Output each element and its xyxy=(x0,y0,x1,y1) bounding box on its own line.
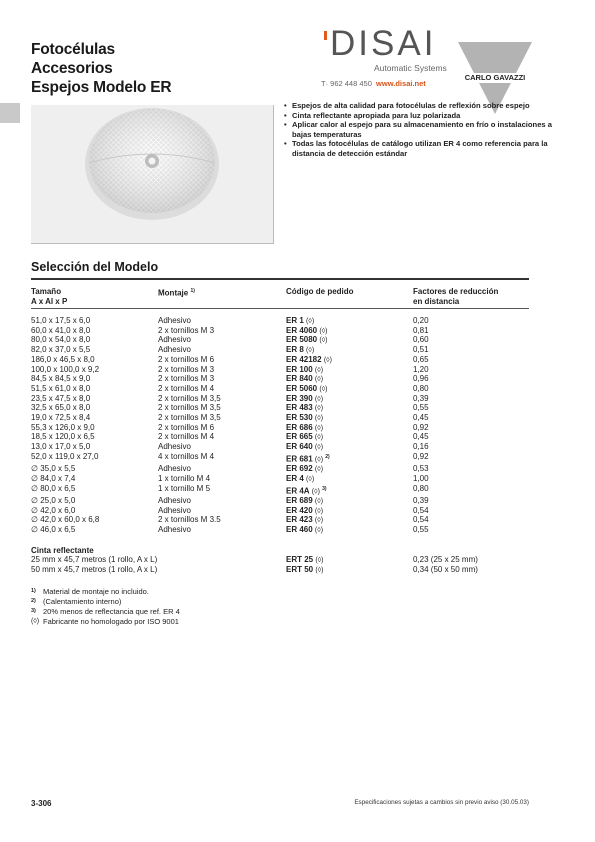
reduction-factor: 0,16 xyxy=(413,442,429,452)
title-line: Accesorios xyxy=(31,60,113,77)
table-row xyxy=(31,375,429,385)
footnote-ref: 3) xyxy=(322,485,327,492)
mount-value: 2 x tornillos M 6 xyxy=(158,354,215,364)
mount-value: Adhesivo xyxy=(158,335,191,345)
footnote-key: 2) xyxy=(31,598,36,604)
size-value: 80,0 x 54,0 x 8,0 xyxy=(31,335,91,345)
size-value: ∅ 42,0 x 60,0 x 6,8 xyxy=(31,515,100,525)
iso-mark: (◊) xyxy=(314,366,324,374)
iso-mark: (◊) xyxy=(314,434,324,442)
iso-mark: (◊) xyxy=(315,557,324,564)
feature-item: • Espejos de alta calidad para fotocélulas de reflexión sobre espejo xyxy=(284,101,554,111)
page-number: 3-306 xyxy=(31,799,52,808)
order-code: ER 4 xyxy=(286,473,304,483)
reduction-factor: 0,92 xyxy=(413,451,429,461)
order-code-cell xyxy=(286,475,413,485)
size-value: ∅ 25,0 x 5,0 xyxy=(31,495,76,505)
order-code: ER 689 xyxy=(286,495,313,505)
iso-mark: (◊) xyxy=(314,395,324,403)
iso-mark: (◊) xyxy=(306,475,315,483)
iso-mark: (◊) xyxy=(311,488,320,496)
title-line: Fotocélulas xyxy=(31,41,115,58)
size-value: 100,0 x 100,0 x 9,2 xyxy=(31,364,100,374)
size-value: 13,0 x 17,0 x 5,0 xyxy=(31,442,91,452)
reduction-factor: 0,39 xyxy=(413,495,429,505)
tape-size-cell xyxy=(31,566,286,576)
iso-mark: (◊) xyxy=(314,497,324,505)
footnote-text: (Calentamiento interno) xyxy=(43,597,122,606)
order-code: ER 390 xyxy=(286,393,313,403)
size-value: ∅ 46,0 x 6,5 xyxy=(31,525,76,535)
product-photo xyxy=(31,105,274,244)
feature-item: • Todas las fotocélulas de catálogo utilizan ER 4 como referencia para la distancia de detección estándar xyxy=(284,139,554,158)
column-header-text: Montaje xyxy=(158,288,189,298)
order-code: ER 483 xyxy=(286,403,313,413)
order-code: ERT 25 xyxy=(286,555,314,564)
iso-mark: (◊) xyxy=(314,415,324,423)
size-value: 186,0 x 46,5 x 8,0 xyxy=(31,354,95,364)
mount-value: 2 x tornillos M 6 xyxy=(158,422,215,432)
iso-mark: (◊) xyxy=(319,337,328,345)
reduction-factor: 1,20 xyxy=(413,364,429,374)
size-value: 52,0 x 119,0 x 27,0 xyxy=(31,451,99,461)
order-code: ER 681 xyxy=(286,454,313,464)
column-header-text: Factores de reducción xyxy=(413,287,499,296)
column-header-order-code: Código de pedido xyxy=(286,287,354,296)
size-value: 18,5 x 120,0 x 6,5 xyxy=(31,432,95,442)
tape-size: 25 mm x 45,7 metros (1 rollo, A x L) xyxy=(31,555,158,564)
iso-mark: (◊) xyxy=(314,517,324,525)
column-header-reduction-factor xyxy=(413,287,498,306)
tape-subheading: Cinta reflectante xyxy=(31,546,94,555)
column-header-text: Tamaño xyxy=(31,287,62,296)
mount-value: Adhesivo xyxy=(158,345,191,355)
footnote-ref: 2) xyxy=(325,453,330,460)
feature-item: • Cinta reflectante apropiada para luz polarizada xyxy=(284,111,554,121)
table-row xyxy=(31,566,478,576)
order-code: ER 42182 xyxy=(286,354,322,364)
reduction-factor: 0,23 (25 x 25 mm) xyxy=(413,555,478,564)
footnote xyxy=(31,587,180,597)
mount-value: 2 x tornillos M 3 xyxy=(158,364,215,374)
footnote-text: Fabricante no homologado por ISO 9001 xyxy=(43,617,179,626)
feature-item: • Aplicar calor al espejo para su almacenamiento en frío o instalaciones a bajas temperaturas xyxy=(284,120,554,139)
reduction-factor: 0,39 xyxy=(413,393,429,403)
order-code: ER 686 xyxy=(286,422,313,432)
mount-value: Adhesivo xyxy=(158,316,191,325)
page-title xyxy=(31,40,171,97)
size-value: 32,5 x 65,0 x 8,0 xyxy=(31,403,91,413)
size-value: 51,5 x 61,0 x 8,0 xyxy=(31,383,91,393)
reduction-factor: 0,20 xyxy=(413,316,429,325)
mount-value: 2 x tornillos M 3 xyxy=(158,374,215,384)
footnote-text: Material de montaje no incluido. xyxy=(43,587,149,596)
table-row xyxy=(31,433,429,443)
size-value: 23,5 x 47,5 x 8,0 xyxy=(31,393,91,403)
order-code: ER 5080 xyxy=(286,335,318,345)
table-row xyxy=(31,526,429,536)
reduction-factor: 0,92 xyxy=(413,422,429,432)
table-row xyxy=(31,404,429,414)
reduction-factor: 0,65 xyxy=(413,354,429,364)
round-reflector-image xyxy=(31,105,273,243)
disai-contact xyxy=(321,79,426,88)
footnote-key: 1) xyxy=(31,588,36,594)
reduction-factor: 0,53 xyxy=(413,464,429,474)
order-code: ER 8 xyxy=(286,345,304,355)
footnote-key: (◊) xyxy=(31,618,40,625)
disai-tagline: Automatic Systems xyxy=(374,63,447,73)
iso-mark: (◊) xyxy=(314,424,324,432)
reduction-factor-cell xyxy=(413,526,429,536)
order-code: ER 5060 xyxy=(286,383,318,393)
disai-web-link[interactable]: www.disai.net xyxy=(376,79,426,88)
footnote-key: 3) xyxy=(31,608,36,614)
reduction-factor-cell xyxy=(413,566,478,576)
footnote xyxy=(31,617,180,627)
disai-logo-accent xyxy=(324,31,327,40)
order-code: ER 4A xyxy=(286,486,310,496)
order-code: ER 530 xyxy=(286,413,313,423)
order-code: ER 840 xyxy=(286,374,313,384)
size-value: 51,0 x 17,5 x 6,0 xyxy=(31,316,91,325)
iso-mark: (◊) xyxy=(315,566,324,574)
iso-mark: (◊) xyxy=(323,356,332,364)
mount-value: Adhesivo xyxy=(158,442,191,452)
order-code: ER 692 xyxy=(286,464,313,474)
order-code: ER 1 xyxy=(286,316,304,325)
reduction-factor: 0,54 xyxy=(413,515,429,525)
iso-mark: (◊) xyxy=(314,466,324,474)
size-value: 84,5 x 84,5 x 9,0 xyxy=(31,374,91,384)
order-code: ER 460 xyxy=(286,525,313,535)
mount-value: 1 x tornillo M 4 xyxy=(158,473,211,483)
header-divider xyxy=(31,308,529,309)
section-tab-marker xyxy=(0,103,20,123)
column-header-size xyxy=(31,287,67,306)
reduction-factor: 0,80 xyxy=(413,383,429,393)
iso-mark: (◊) xyxy=(314,507,324,515)
reduction-factor: 0,55 xyxy=(413,525,429,535)
order-code: ER 665 xyxy=(286,432,313,442)
table-row xyxy=(31,497,429,507)
reduction-factor: 0,96 xyxy=(413,374,429,384)
size-value: ∅ 80,0 x 6,5 xyxy=(31,483,76,493)
order-code-cell xyxy=(286,526,413,536)
mount-value: 2 x tornillos M 3,5 xyxy=(158,413,221,423)
mount-value: Adhesivo xyxy=(158,525,191,535)
reduction-factor: 0,51 xyxy=(413,345,429,355)
table-row xyxy=(31,453,429,465)
section-title: Selección del Modelo xyxy=(31,260,159,274)
mount-value: 2 x tornillos M 4 xyxy=(158,432,215,442)
size-value: 82,0 x 37,0 x 5,5 xyxy=(31,345,91,355)
disclaimer: Especificaciones sujetas a cambios sin previo aviso (30.05.03) xyxy=(354,799,529,806)
size-value: 55,3 x 126,0 x 9,0 xyxy=(31,422,95,432)
mount-value: 2 x tornillos M 3,5 xyxy=(158,393,221,403)
tape-size: 50 mm x 45,7 metros (1 rollo, A x L) xyxy=(31,564,158,574)
iso-mark: (◊) xyxy=(319,385,328,393)
reduction-factor: 0,54 xyxy=(413,505,429,515)
order-code: ER 640 xyxy=(286,442,313,452)
table-row xyxy=(31,516,429,526)
mount-value: Adhesivo xyxy=(158,505,191,515)
mount-value: 4 x tornillos M 4 xyxy=(158,451,215,461)
table-row xyxy=(31,485,429,497)
mount-value: Adhesivo xyxy=(158,495,191,505)
disai-phone: T· 962 448 450 xyxy=(321,79,372,88)
mount-value: Adhesivo xyxy=(158,464,191,474)
mount-value: 2 x tornillos M 4 xyxy=(158,383,215,393)
footnote-text: 20% menos de reflectancia que ref. ER 4 xyxy=(43,607,180,616)
reduction-factor: 0,60 xyxy=(413,335,429,345)
section-divider xyxy=(31,278,529,280)
footnote xyxy=(31,607,180,617)
reduction-factor: 0,80 xyxy=(413,483,429,493)
iso-mark: (◊) xyxy=(314,527,324,535)
iso-mark: (◊) xyxy=(314,444,324,452)
footnotes xyxy=(31,587,180,627)
table-row xyxy=(31,385,429,395)
order-code: ER 4060 xyxy=(286,325,318,335)
table-row xyxy=(31,395,429,405)
size-value: ∅ 35,0 x 5,5 xyxy=(31,464,76,474)
reduction-factor: 1,00 xyxy=(413,473,429,483)
table-row xyxy=(31,465,429,475)
reduction-factor: 0,55 xyxy=(413,403,429,413)
mount-value: 2 x tornillos M 3 xyxy=(158,325,215,335)
table-row xyxy=(31,366,429,376)
title-line: Espejos Modelo ER xyxy=(31,79,172,96)
disai-logo: DISAI xyxy=(330,24,437,63)
table-row xyxy=(31,317,429,327)
order-code-cell xyxy=(286,566,413,576)
reduction-factor: 0,81 xyxy=(413,325,429,335)
size-value: 60,0 x 41,0 x 8,0 xyxy=(31,325,91,335)
table-row xyxy=(31,475,429,485)
footnote xyxy=(31,597,180,607)
size-value: ∅ 42,0 x 6,0 xyxy=(31,505,76,515)
order-code-cell xyxy=(286,443,413,453)
reduction-factor: 0,34 (50 x 50 mm) xyxy=(413,564,478,574)
iso-mark: (◊) xyxy=(306,318,315,325)
column-header-mount xyxy=(158,287,195,298)
mount-cell xyxy=(158,526,286,536)
iso-mark: (◊) xyxy=(314,376,324,384)
iso-mark: (◊) xyxy=(314,456,324,464)
iso-mark: (◊) xyxy=(306,347,315,355)
mount-value: 2 x tornillos M 3.5 xyxy=(158,515,221,525)
table-row xyxy=(31,327,429,337)
order-code: ER 100 xyxy=(286,364,313,374)
mount-value: 2 x tornillos M 3,5 xyxy=(158,403,221,413)
order-code: ERT 50 xyxy=(286,564,314,574)
order-code: ER 423 xyxy=(286,515,313,525)
model-table xyxy=(31,317,429,536)
column-header-text: en distancia xyxy=(413,296,460,306)
size-value: 19,0 x 72,5 x 8,4 xyxy=(31,413,91,423)
size-cell xyxy=(31,526,158,536)
iso-mark: (◊) xyxy=(319,327,328,335)
reduction-factor: 0,45 xyxy=(413,432,429,442)
size-value: ∅ 84,0 x 7,4 xyxy=(31,473,76,483)
table-row xyxy=(31,336,429,346)
reduction-factor: 0,45 xyxy=(413,413,429,423)
footnote-ref: 1) xyxy=(190,288,195,294)
mount-value: 1 x tornillo M 5 xyxy=(158,483,211,493)
carlo-gavazzi-wordmark: CARLO GAVAZZI xyxy=(458,73,532,83)
iso-mark: (◊) xyxy=(314,405,324,413)
column-header-text: A x Al x P xyxy=(31,296,68,306)
order-code: ER 420 xyxy=(286,505,313,515)
feature-list xyxy=(284,101,554,159)
tape-table xyxy=(31,556,478,575)
